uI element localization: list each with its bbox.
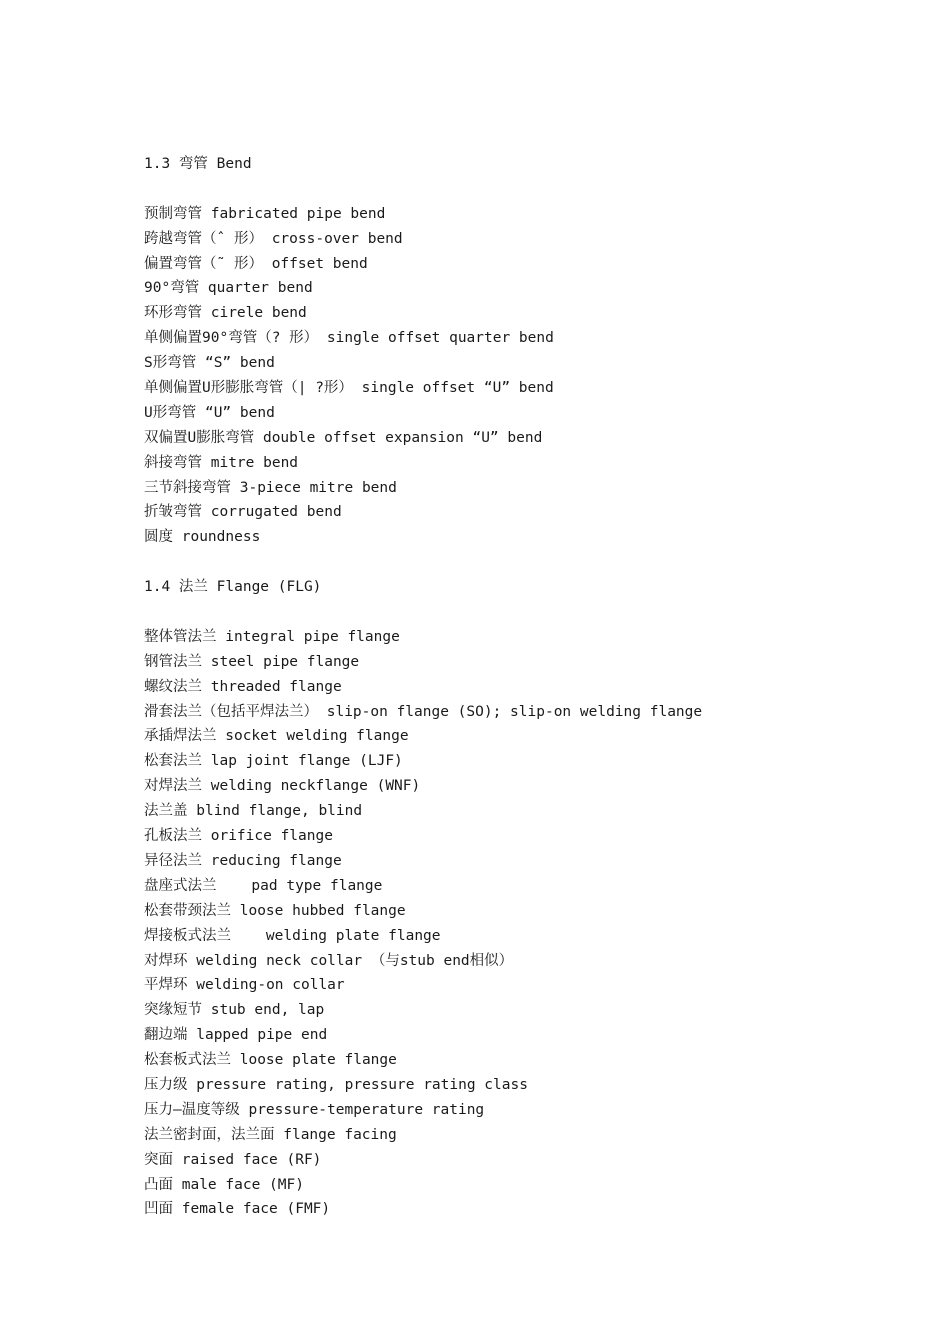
term-line: 凹面 female face (FMF)	[144, 1201, 331, 1218]
term-line: 孔板法兰 orifice flange	[144, 828, 333, 845]
term-line: U形弯管 “U” bend	[144, 404, 275, 421]
term-line: 凸面 male face (MF)	[144, 1176, 304, 1193]
term-line: 法兰盖 blind flange, blind	[144, 803, 363, 820]
term-line: 环形弯管 cirele bend	[144, 305, 307, 322]
flange-term-list	[144, 625, 924, 1222]
term-line: 松套板式法兰 loose plate flange	[144, 1052, 397, 1069]
section-heading-bend: 1.3 弯管 Bend	[144, 156, 252, 172]
term-line: 对焊环 welding neck collar （与stub end相似）	[144, 952, 514, 969]
term-line: 螺纹法兰 threaded flange	[144, 678, 342, 695]
term-line: 松套带颈法兰 loose hubbed flange	[144, 902, 406, 919]
term-line: 斜接弯管 mitre bend	[144, 454, 299, 471]
term-line: 对焊法兰 welding neckflange (WNF)	[144, 778, 421, 795]
term-line: 90°弯管 quarter bend	[144, 280, 313, 297]
term-line: 滑套法兰（包括平焊法兰） slip-on flange (SO); slip-on welding flange	[144, 703, 703, 720]
term-line: 跨越弯管（ˆ 形） cross-over bend	[144, 230, 403, 247]
term-line: S形弯管 “S” bend	[144, 355, 275, 372]
spacer	[144, 600, 924, 625]
term-line: 压力级 pressure rating, pressure rating class	[144, 1076, 528, 1093]
bend-term-list	[144, 202, 924, 550]
term-line: 焊接板式法兰 welding plate flange	[144, 927, 441, 944]
section-heading-flange: 1.4 法兰 Flange (FLG)	[144, 579, 322, 596]
term-line: 法兰密封面，法兰面 flange facing	[144, 1126, 397, 1143]
term-line: 折皱弯管 corrugated bend	[144, 504, 342, 521]
term-line: 偏置弯管（˜ 形） offset bend	[144, 255, 368, 272]
term-line: 翻边端 lapped pipe end	[144, 1027, 328, 1044]
term-line: 异径法兰 reducing flange	[144, 852, 342, 869]
spacer	[144, 177, 924, 202]
term-line: 突面 raised face (RF)	[144, 1151, 322, 1168]
term-line: 圆度 roundness	[144, 529, 261, 546]
term-line: 盘座式法兰 pad type flange	[144, 877, 383, 894]
term-line: 三节斜接弯管 3-piece mitre bend	[144, 479, 397, 496]
term-line: 单侧偏置90°弯管（? 形） single offset quarter bend	[144, 330, 554, 347]
term-line: 预制弯管 fabricated pipe bend	[144, 205, 386, 222]
term-line: 平焊环 welding-on collar	[144, 977, 345, 994]
term-line: 整体管法兰 integral pipe flange	[144, 628, 400, 645]
term-line: 突缘短节 stub end, lap	[144, 1002, 325, 1019]
term-line: 单侧偏置U形膨胀弯管（| ?形） single offset “U” bend	[144, 380, 554, 397]
term-line: 承插焊法兰 socket welding flange	[144, 728, 409, 745]
term-line: 双偏置U膨胀弯管 double offset expansion “U” bend	[144, 429, 543, 446]
spacer	[144, 550, 924, 575]
document-body	[144, 152, 924, 1222]
term-line: 钢管法兰 steel pipe flange	[144, 653, 360, 670]
term-line: 松套法兰 lap joint flange (LJF)	[144, 753, 403, 770]
term-line: 压力—温度等级 pressure-temperature rating	[144, 1101, 485, 1118]
